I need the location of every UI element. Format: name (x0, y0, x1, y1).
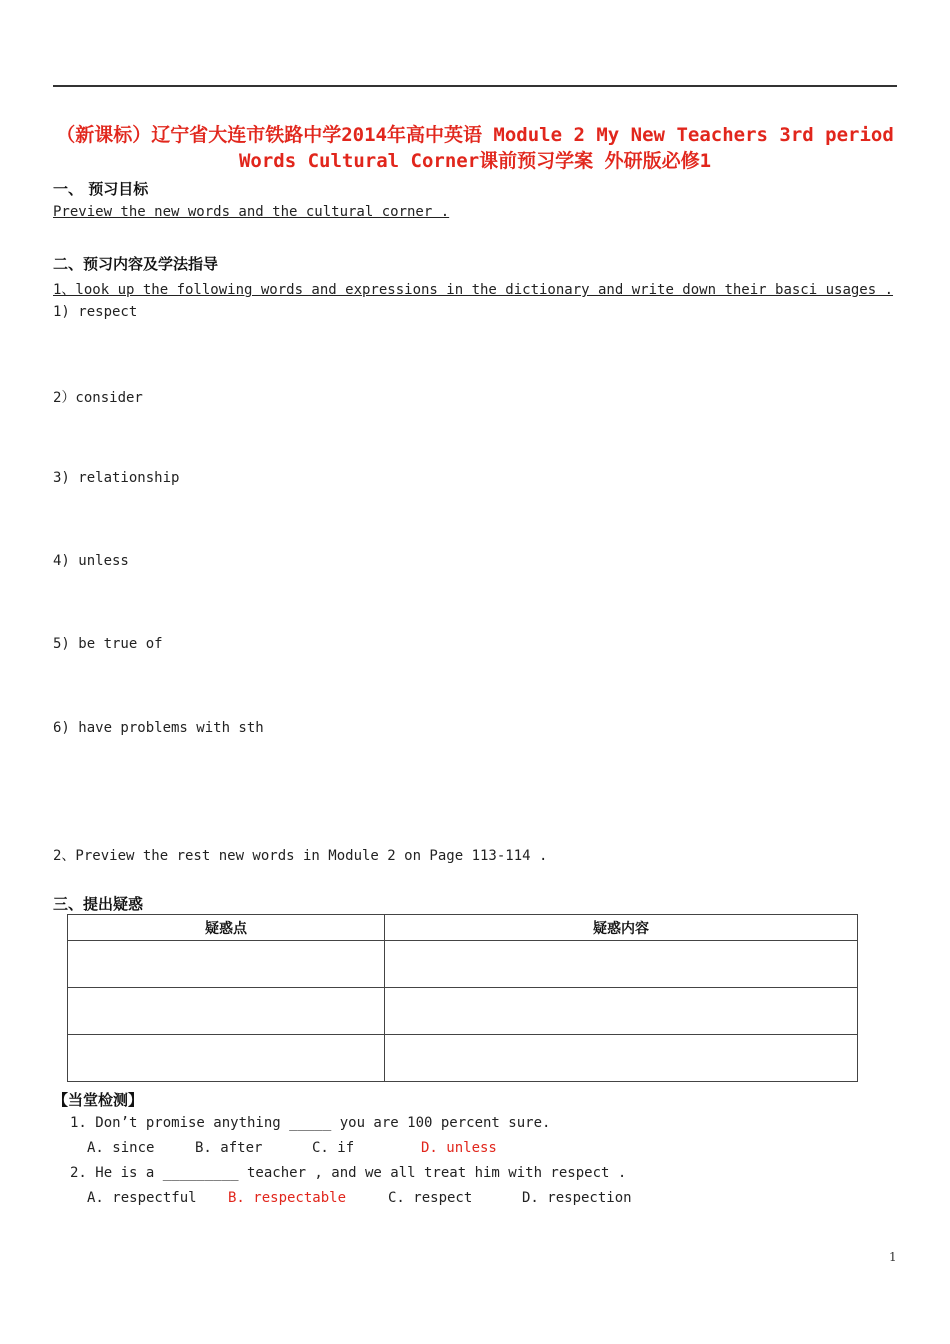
question-2-stem: 2. He is a _________ teacher , and we all treat him with respect . (70, 1165, 627, 1181)
table-cell[interactable] (68, 1035, 385, 1082)
question-1-option-a: A. since (87, 1140, 155, 1156)
section2-instruction: 1、look up the following words and expressions in the dictionary and write down their basci usages . (53, 282, 894, 298)
question-1-stem: 1. Don’t promise anything _____ you are 100 percent sure. (70, 1115, 551, 1131)
vocab-item-have-problems-with: 6) have problems with sth (53, 720, 264, 736)
table-row (68, 988, 858, 1035)
vocab-item-respect: 1) respect (53, 304, 138, 320)
table-cell[interactable] (385, 1035, 858, 1082)
table-cell[interactable] (68, 941, 385, 988)
doubts-table (67, 914, 858, 1082)
section1-text: Preview the new words and the cultural corner . (53, 204, 450, 220)
quiz-heading: 【当堂检测】 (53, 1091, 144, 1109)
section2-heading: 二、预习内容及学法指导 (53, 255, 219, 273)
table-row (68, 1035, 858, 1082)
question-1-option-d-answer: D. unless (421, 1140, 497, 1156)
section2-preview: 2、Preview the rest new words in Module 2 on Page 113-114 . (53, 848, 548, 864)
top-rule (53, 85, 897, 87)
question-1-option-c: C. if (312, 1140, 355, 1156)
column-header-doubt-content: 疑惑内容 (385, 915, 858, 941)
table-row (68, 941, 858, 988)
section1-heading: 一、 预习目标 (53, 180, 149, 198)
section3-heading: 三、提出疑惑 (53, 895, 144, 913)
vocab-item-unless: 4) unless (53, 553, 129, 569)
table-cell[interactable] (68, 988, 385, 1035)
vocab-item-consider: 2）consider (53, 390, 143, 406)
column-header-doubt-point: 疑惑点 (68, 915, 385, 941)
document-title: （新课标）辽宁省大连市铁路中学2014年高中英语 Module 2 My New Teachers 3rd period Words Cultural Corner课前预习学案 外研版必修1 (56, 124, 894, 172)
question-2-option-c: C. respect (388, 1190, 473, 1206)
vocab-item-be-true-of: 5) be true of (53, 636, 163, 652)
question-2-option-a: A. respectful (87, 1190, 197, 1206)
question-1-option-b: B. after (195, 1140, 263, 1156)
question-2-option-d: D. respection (522, 1190, 632, 1206)
page-number: 1 (889, 1250, 897, 1264)
question-2-option-b-answer: B. respectable (228, 1190, 347, 1206)
table-header-row (68, 915, 858, 941)
table-cell[interactable] (385, 941, 858, 988)
table-cell[interactable] (385, 988, 858, 1035)
vocab-item-relationship: 3) relationship (53, 470, 180, 486)
